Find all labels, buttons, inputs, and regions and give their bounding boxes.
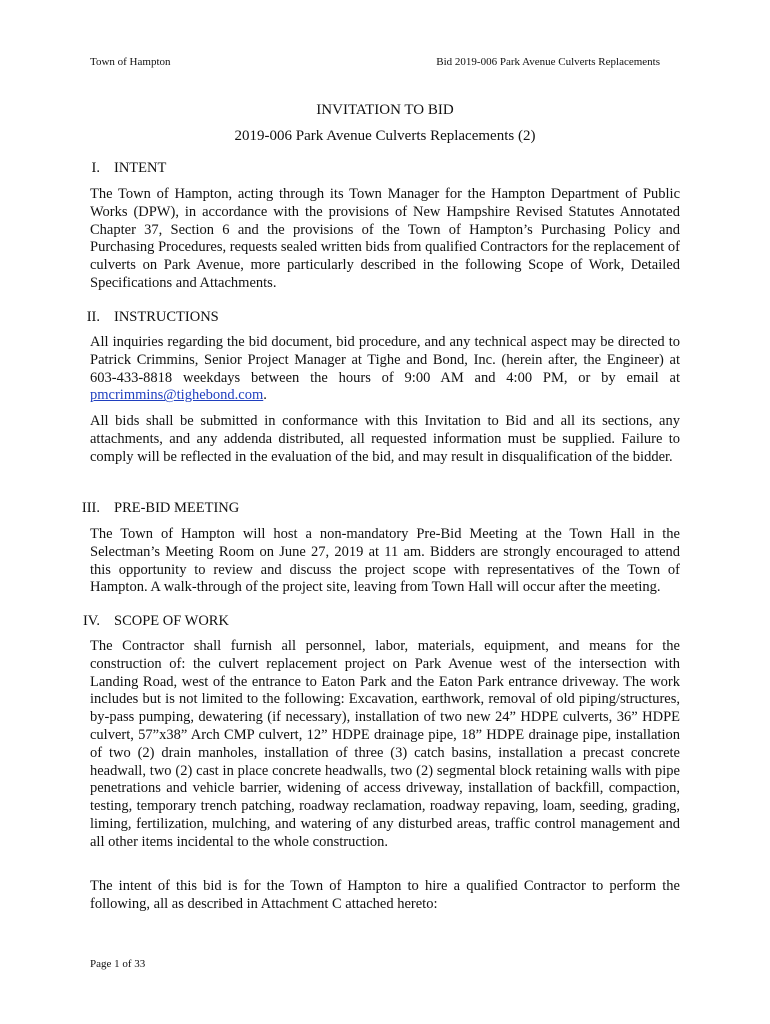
- instructions-text: All inquiries regarding the bid document, bid procedure, and any technical aspect may be directed to Patrick Crimmins, Senior Project Manager at Tighe and Bond, Inc. (herein after, the Engineer) at 603-433-8818 weekdays between the hours of 9:00 AM and 4:00 PM, or by email at: [90, 334, 680, 386]
- section-heading-prebid: [60, 500, 239, 517]
- instructions-end: .: [263, 387, 267, 404]
- section-title: INSTRUCTIONS: [114, 309, 219, 325]
- section-heading-instructions: [60, 309, 219, 326]
- section-number: IV.: [82, 613, 100, 629]
- intent-paragraph: The Town of Hampton, acting through its Town Manager for the Hampton Department of Public Works (DPW), in accordance with the provisions of New Hampshire Revised Statutes Annotated Chapter 37, Section 6 and the provisions of the Town of Hampton’s Purchasing Policy and Purchasing Procedures, requests sealed written bids from qualified Contractors for the replacement of culverts on Park Avenue, more particularly described in the following Scope of Work, Detailed Specifications and Attachments.: [90, 186, 680, 291]
- page-number: Page 1 of 33: [90, 958, 146, 970]
- section-number: I.: [91, 160, 100, 176]
- page-header: [90, 56, 660, 68]
- prebid-paragraph: The Town of Hampton will host a non-mandatory Pre-Bid Meeting at the Town Hall in the Selectman’s Meeting Room on June 27, 2019 at 11 am. Bidders are strongly encouraged to attend this opportunity to review and discuss the project scope with representatives of the Town of Hampton. A walk-through of the project site, leaving from Town Hall will occur after the meeting.: [90, 526, 680, 596]
- email-link[interactable]: pmcrimmins@tighebond.com: [90, 387, 264, 404]
- header-right: Bid 2019-006 Park Avenue Culverts Replacements: [436, 56, 660, 68]
- header-left: Town of Hampton: [90, 56, 171, 68]
- scope-paragraph-2: The intent of this bid is for the Town of Hampton to hire a qualified Contractor to perform the following, all as described in Attachment C attached hereto:: [90, 878, 680, 912]
- section-number: II.: [86, 309, 100, 325]
- instructions-paragraph-2: All bids shall be submitted in conformance with this Invitation to Bid and all its sections, any attachments, and any addenda distributed, all requested information must be supplied. Failure to comply will be reflected in the evaluation of the bid, and may result in disqualification of the bidder.: [90, 413, 680, 465]
- section-title: PRE-BID MEETING: [114, 500, 240, 516]
- section-title: INTENT: [114, 160, 167, 176]
- section-heading-scope: [60, 613, 229, 630]
- section-title: SCOPE OF WORK: [114, 613, 229, 629]
- section-number: III.: [81, 500, 100, 516]
- document-subtitle: 2019-006 Park Avenue Culverts Replacements (2): [234, 128, 536, 144]
- section-heading-intent: [60, 160, 166, 177]
- document-title: INVITATION TO BID: [316, 102, 454, 118]
- instructions-paragraph-1: [90, 334, 680, 405]
- scope-paragraph-1: The Contractor shall furnish all personnel, labor, materials, equipment, and means for the construction of: the culvert replacement project on Park Avenue west of the intersection with Landing Road, west of the entrance to Eaton Park and the Eaton Park entrance driveway. The work includes but is not limited to the following: Excavation, earthwork, removal of old piping/structures, by-pass pumping, dewatering (if necessary), installation of two new 24” HDPE culverts, 36” HDPE culvert, 57”x38” Arch CMP culvert, 12” HDPE drainage pipe, 18” HDPE drainage pipe, installation of two (2) drain manholes, installation of three (3) catch basins, installation a precast concrete headwall, two (2) cast in place concrete headwalls, two (2) segmental block retaining walls with pipe penetrations and vehicle barrier, widening of access driveway, installation of backfill, compaction, testing, temporary trench patching, roadway reclamation, roadway repaving, loam, seeding, grading, liming, fertilization, mulching, and watering of any disturbed areas, traffic control management and all other items incidental to the whole construction.: [90, 638, 680, 850]
